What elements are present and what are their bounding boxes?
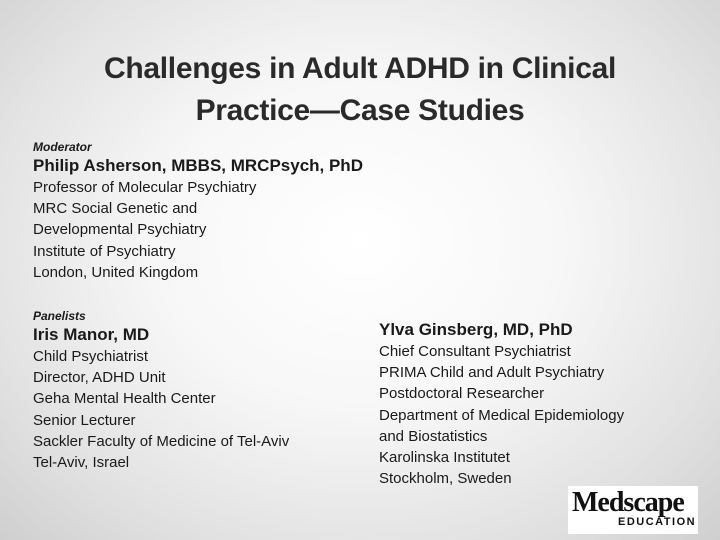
medscape-logo [568,486,698,534]
moderator-line: London, United Kingdom [33,263,199,281]
panelist-left-block [33,308,289,473]
panelist-left-line: Director, ADHD Unit [33,369,166,387]
slide-title [40,48,680,132]
logo-subtitle: EDUCATION [618,516,697,528]
title-line-1: Challenges in Adult ADHD in Clinical [103,52,617,85]
panelist-right-line: Department of Medical Epidemiology [379,406,625,424]
panelist-left-line: Child Psychiatrist [33,348,149,365]
panelist-left-line: Senior Lecturer [33,411,136,429]
moderator-line: Developmental Psychiatry [33,221,207,239]
moderator-line: Institute of Psychiatry [33,242,176,260]
panelists-role-label: Panelists [33,309,86,323]
panelist-right-line: Chief Consultant Psychiatrist [379,343,571,360]
panelist-right-name: Ylva Ginsberg, MD, PhD [379,320,573,339]
panelist-right-line: Karolinska Institutet [379,449,510,467]
moderator-block [33,139,363,283]
panelist-right-line: and Biostatistics [379,427,488,445]
moderator-role-label: Moderator [33,140,92,154]
panelist-right-block [379,319,624,489]
panelist-left-line: Geha Mental Health Center [33,390,216,408]
panelist-left-line: Tel-Aviv, Israel [33,454,130,472]
logo-wordmark: Medscape [572,487,684,518]
panelist-left-name: Iris Manor, MD [33,325,150,344]
panelist-right-line: Stockholm, Sweden [379,470,512,488]
panelist-right-line: PRIMA Child and Adult Psychiatry [379,364,605,382]
panelist-left-line: Sackler Faculty of Medicine of Tel-Aviv [33,432,290,450]
moderator-line: Professor of Molecular Psychiatry [33,179,257,196]
moderator-name: Philip Asherson, MBBS, MRCPsych, PhD [33,156,363,175]
moderator-line: MRC Social Genetic and [33,200,198,218]
title-line-2: Practice—Case Studies [195,94,525,127]
panelist-right-line: Postdoctoral Researcher [379,385,545,403]
